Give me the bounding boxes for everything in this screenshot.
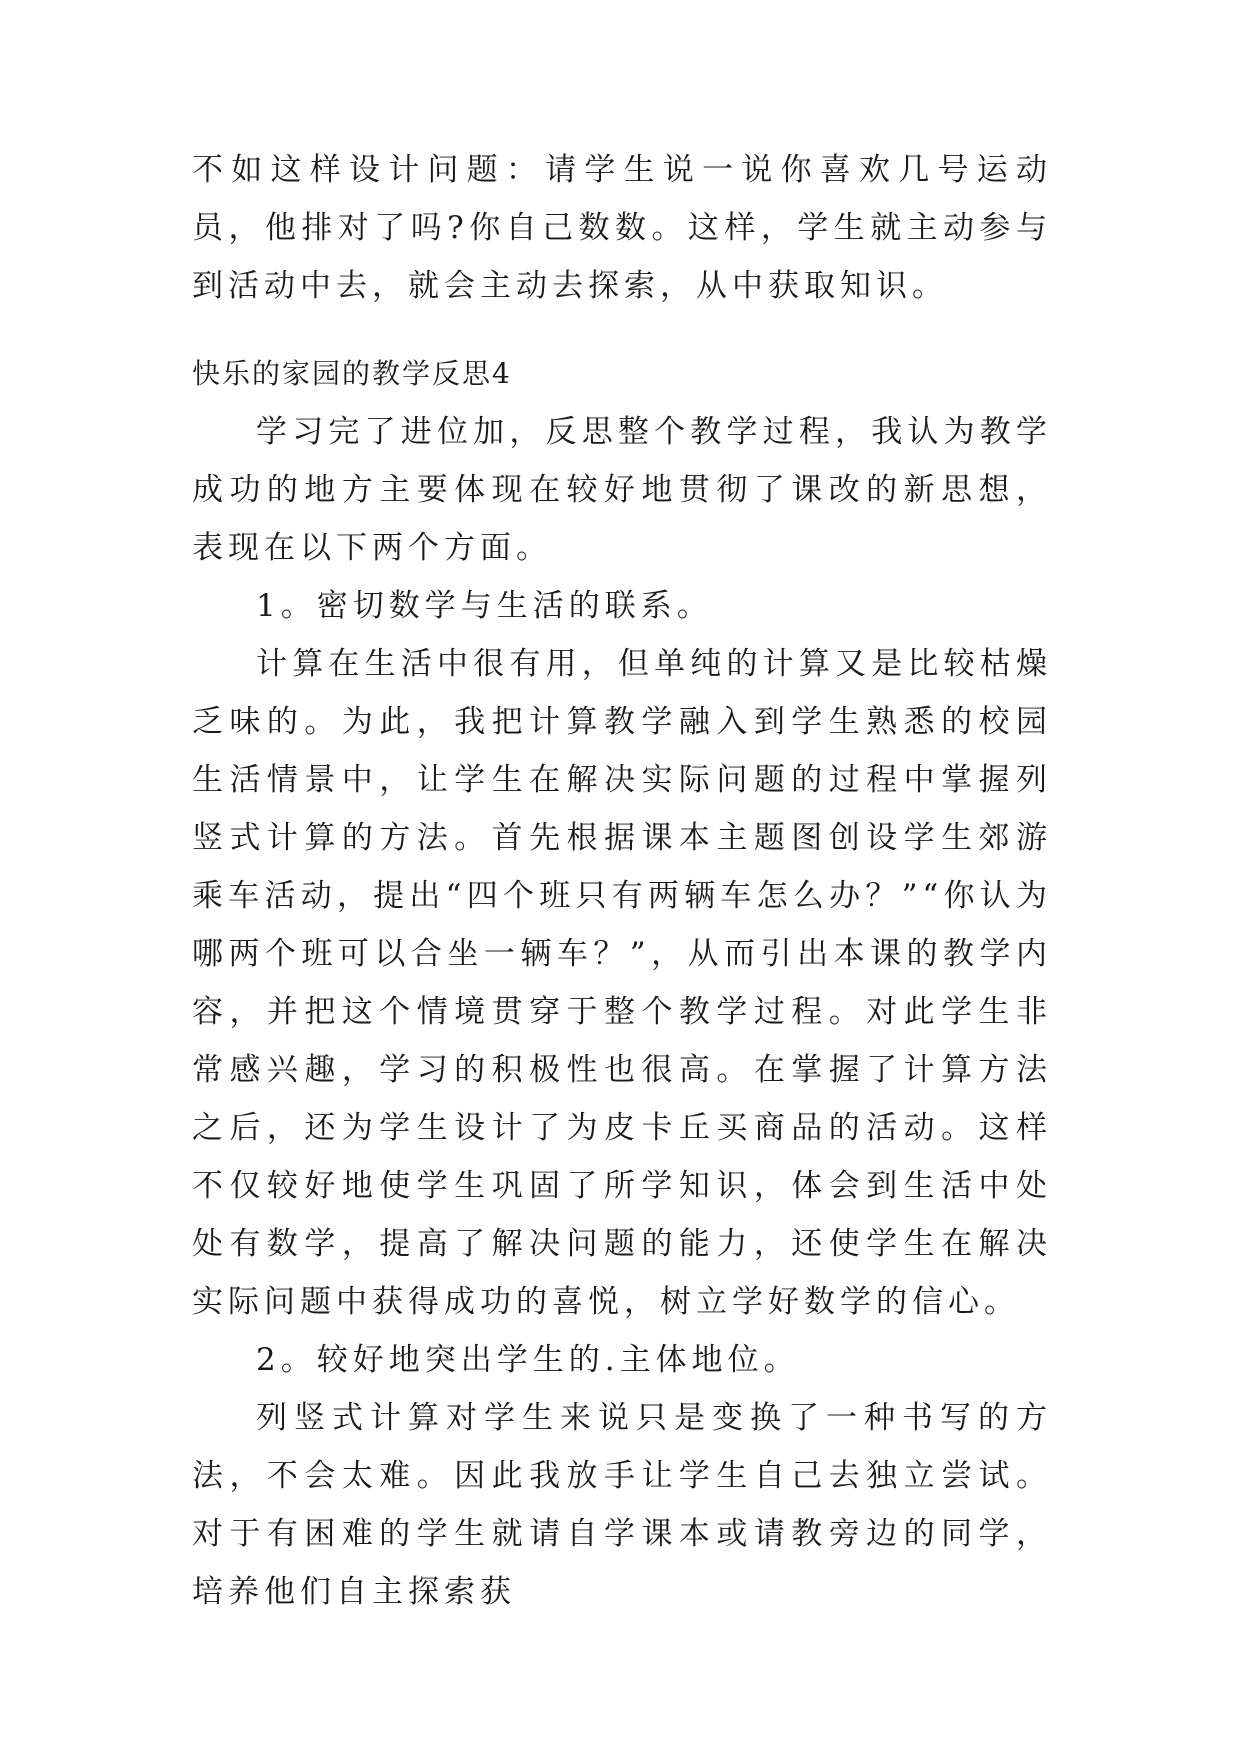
intro-paragraph: 不如这样设计问题：请学生说一说你喜欢几号运动员，他排对了吗?你自己数数。这样，学生就主动参与到活动中去，就会主动去探索，从中获取知识。 — [192, 152, 1052, 304]
intro-block — [192, 141, 1052, 315]
section-block — [192, 345, 1052, 1621]
paragraph-point-2-heading: 2。较好地突出学生的.主体地位。 — [256, 1342, 800, 1378]
paragraph-point-2-body: 列竖式计算对学生来说只是变换了一种书写的方法，不会太难。因此我放手让学生自己去独立尝试。对于有困难的学生就请自学课本或请教旁边的同学，培养他们自主探索获 — [192, 1400, 1052, 1610]
paragraph-point-1-body: 计算在生活中很有用，但单纯的计算又是比较枯燥乏味的。为此，我把计算教学融入到学生熟悉的校园生活情景中，让学生在解决实际问题的过程中掌握列竖式计算的方法。首先根据课本主题图创设学生郊游乘车活动，提出“四个班只有两辆车怎么办？”“你认为哪两个班可以合坐一辆车？”，从而引出本课的教学内容，并把这个情境贯穿于整个教学过程。对此学生非常感兴趣，学习的积极性也很高。在掌握了计算方法之后，还为学生设计了为皮卡丘买商品的活动。这样不仅较好地使学生巩固了所学知识，体会到生活中处处有数学，提高了解决问题的能力，还使学生在解决实际问题中获得成功的喜悦，树立学好数学的信心。 — [192, 646, 1052, 1320]
paragraph-reflection-intro: 学习完了进位加，反思整个教学过程，我认为教学成功的地方主要体现在较好地贯彻了课改的新思想，表现在以下两个方面。 — [192, 414, 1052, 566]
section-title: 快乐的家园的教学反思4 — [192, 357, 512, 390]
paragraph-point-1-heading: 1。密切数学与生活的联系。 — [256, 588, 713, 624]
